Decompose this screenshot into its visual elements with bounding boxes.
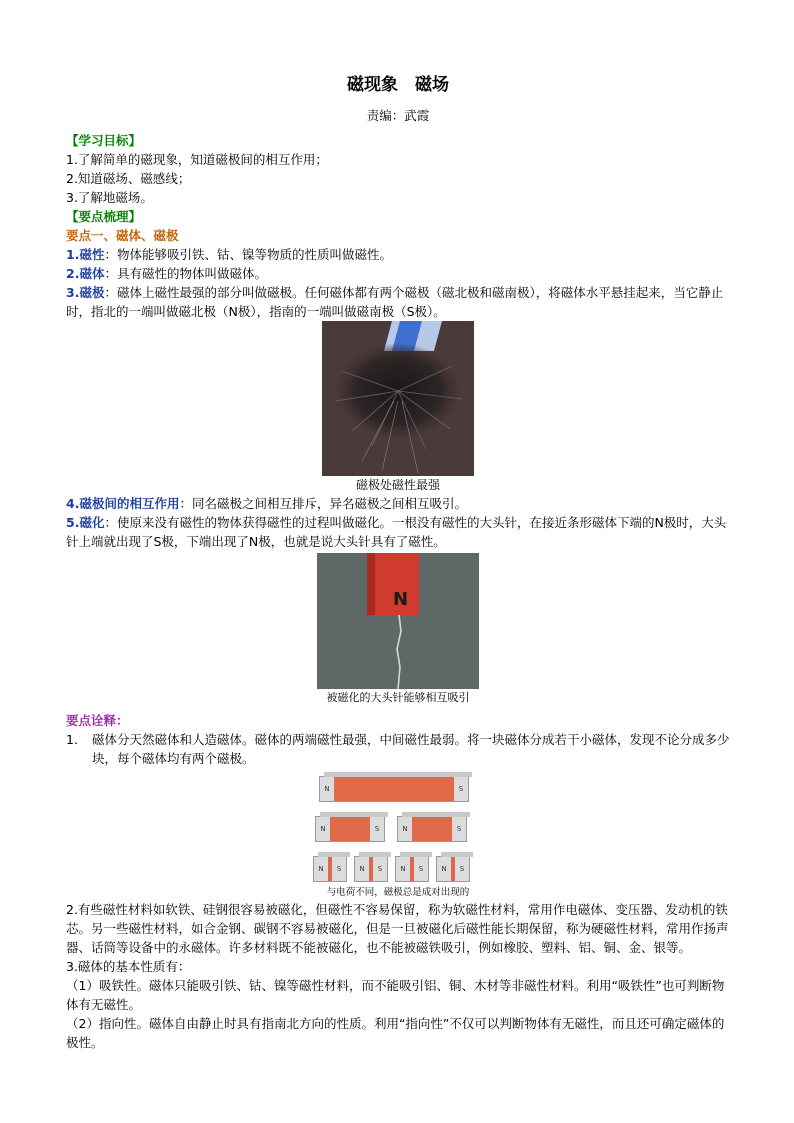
filings-photo [322,321,474,476]
item-pole-interaction [66,494,730,513]
item-keyword: 1.磁性 [66,247,105,262]
note-item-1 [66,730,730,768]
outline-heading: 【要点梳理】 [66,209,142,224]
pins-photo [317,553,479,689]
note-text: 磁体分天然磁体和人造磁体。磁体的两端磁性最强，中间磁性最弱。将一块磁体分成若干小磁体，发现不论分成多少块，每个磁体均有两个磁极。 [92,732,730,766]
magnet-quarter: N S [395,856,429,882]
goal-item: 2.知道磁场、磁感线； [66,171,191,186]
magnet-half: N S [315,816,385,842]
item-magnet [66,264,730,283]
item-text: ：同名磁极之间相互排斥，异名磁极之间相互吸引。 [179,496,467,511]
note-item-3b: （2）指向性。磁体自由静止时具有指南北方向的性质。利用“指向性”不仅可以判断物体有无磁性，而且还可确定磁体的极性。 [66,1016,725,1050]
figure-magnetized-pins [66,553,730,707]
figure-caption: 与电荷不同，磁极总是成对出现的 [326,887,470,898]
split-magnets-diagram [313,768,483,886]
item-text: ：磁体上磁性最强的部分叫做磁极。任何磁体都有两个磁极（磁北极和磁南极），将磁体水平悬挂起来，当它静止时，指北的一端叫做磁北极（N极），指南的一端叫做磁南极（S极）。 [66,285,724,319]
magnet-whole: N S [319,776,469,802]
goal-item: 1.了解简单的磁现象，知道磁极间的相互作用； [66,152,328,167]
note-item-2: 2.有些磁性材料如软铁、硅钢很容易被磁化，但磁性不容易保留，称为软磁性材料，常用作电磁体、变压器、发动机的铁芯。另一些磁性材料，如合金钢、碳钢不容易被磁化，但是一旦被磁化后磁性能长期保留，称为硬磁性材料，常用作扬声器、话筒等设备中的永磁体。许多材料既不能被磁化，也不能被磁铁吸引，例如橡胶、塑料、铝、铜、金、银等。 [66,902,729,955]
note-number: 1. [66,732,78,747]
figure-caption: 被磁化的大头针能够相互吸引 [326,691,470,704]
magnet-n-label: N [393,589,409,610]
item-magnetism [66,245,730,264]
note-item-3a: （1）吸铁性。磁体只能吸引铁、钴、镍等磁性材料，而不能吸引铝、铜、木材等非磁性材料。利用“吸铁性”也可判断物体有无磁性。 [66,978,725,1012]
item-keyword: 5.磁化 [66,515,105,530]
item-text: ：使原来没有磁性的物体获得磁性的过程叫做磁化。一根没有磁性的大头针，在接近条形磁体下端的N极时，大头针上端就出现了S极，下端出现了N极，也就是说大头针具有了磁性。 [66,515,727,549]
figure-split-magnets [66,768,730,900]
point1-heading: 要点一、磁体、磁极 [66,228,179,243]
figure-caption: 磁极处磁性最强 [355,478,440,492]
item-keyword: 2.磁体 [66,266,105,281]
item-text: ：具有磁性的物体叫做磁体。 [104,266,267,281]
magnet-half: N S [397,816,467,842]
item-text: ：物体能够吸引铁、钴、镍等物质的性质叫做磁性。 [104,247,392,262]
item-keyword: 4.磁极间的相互作用 [66,496,180,511]
magnet-quarter: N S [436,856,470,882]
magnet-quarter: N S [354,856,388,882]
magnet-quarter: N S [313,856,347,882]
item-magnetization [66,513,730,551]
goals-heading: 【学习目标】 [66,133,142,148]
figure-pole-filings [66,321,730,494]
document-page [66,74,730,1052]
doc-title: 磁现象 磁场 [347,75,449,95]
item-pole [66,283,730,321]
goal-item: 3.了解地磁场。 [66,190,153,205]
notes-heading: 要点诠释： [66,713,129,728]
note-item-3: 3.磁体的基本性质有： [66,959,191,974]
item-keyword: 3.磁极 [66,285,105,300]
doc-author: 责编：武霞 [366,108,430,123]
